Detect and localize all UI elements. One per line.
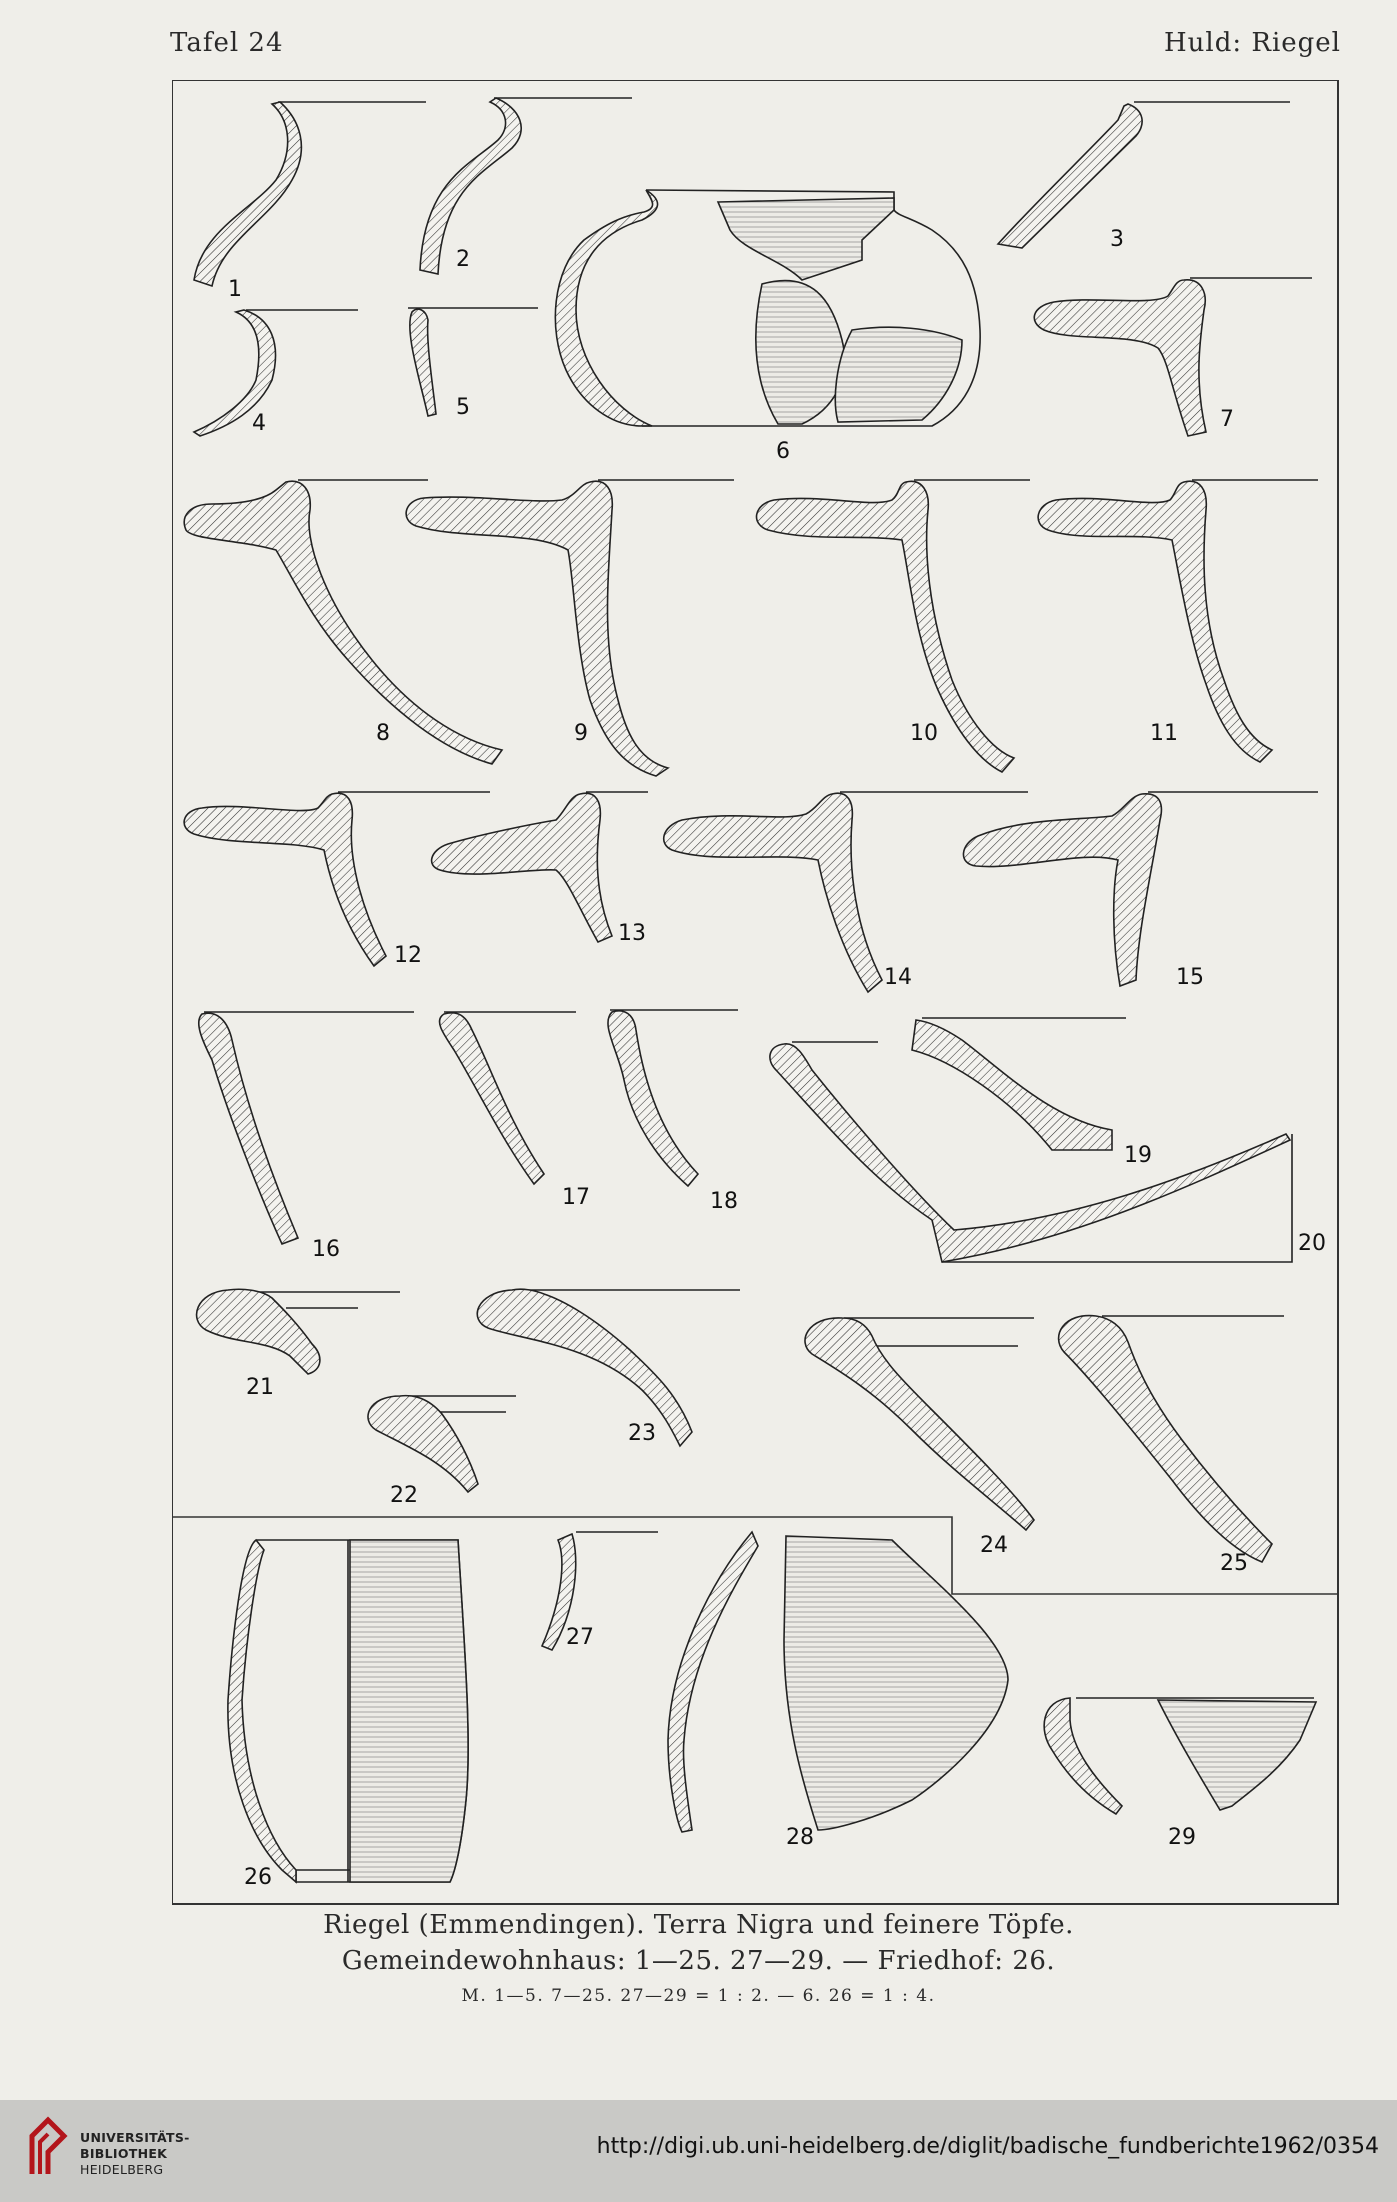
sherd-21 (197, 1289, 400, 1374)
sherd-24 (805, 1318, 1034, 1530)
label-11: 11 (1150, 721, 1178, 746)
sherd-15 (963, 792, 1318, 986)
library-name-line-1: UNIVERSITÄTS- (80, 2130, 190, 2145)
permalink-url[interactable]: http://digi.ub.uni-heidelberg.de/diglit/badische_fundberichte1962/0354 (596, 2134, 1379, 2159)
library-name-line-3: HEIDELBERG (80, 2162, 164, 2177)
label-8: 8 (376, 721, 390, 746)
plate-number: Tafel 24 (170, 28, 284, 58)
sherd-11 (1038, 480, 1318, 762)
section-divider (172, 1517, 1338, 1594)
caption-line-1: Riegel (Emmendingen). Terra Nigra und feinere Töpfe. (323, 1910, 1074, 1940)
label-13: 13 (618, 921, 646, 946)
label-10: 10 (910, 721, 938, 746)
viewer-footer (0, 2100, 1397, 2202)
label-20: 20 (1298, 1231, 1326, 1256)
label-12: 12 (394, 943, 422, 968)
label-23: 23 (628, 1421, 656, 1446)
vessel-6 (555, 190, 980, 426)
label-4: 4 (252, 411, 266, 436)
sherd-19 (912, 1018, 1126, 1150)
sherd-23 (477, 1289, 740, 1446)
sherd-22 (368, 1396, 516, 1492)
label-25: 25 (1220, 1551, 1248, 1576)
caption-scale-line: M. 1—5. 7—25. 27—29 = 1 : 2. — 6. 26 = 1 : 4. (461, 1986, 936, 2006)
label-22: 22 (390, 1483, 418, 1508)
sherd-18 (608, 1010, 738, 1186)
sherd-27 (542, 1532, 658, 1650)
label-9: 9 (574, 721, 588, 746)
sherd-1 (194, 102, 426, 286)
sherd-25 (1059, 1316, 1284, 1562)
sherd-2 (420, 98, 632, 274)
sherd-28 (668, 1532, 1008, 1832)
sherd-29 (1044, 1698, 1316, 1814)
label-21: 21 (246, 1375, 274, 1400)
university-library-logo-icon[interactable] (26, 2114, 70, 2182)
sherd-13 (432, 792, 648, 942)
label-18: 18 (710, 1189, 738, 1214)
label-3: 3 (1110, 227, 1124, 252)
pottery-plate-illustration (172, 80, 1340, 1906)
label-26: 26 (244, 1865, 272, 1890)
sherd-3 (998, 102, 1290, 248)
label-24: 24 (980, 1533, 1008, 1558)
sherd-17 (439, 1012, 576, 1184)
label-16: 16 (312, 1237, 340, 1262)
sherd-4 (194, 310, 358, 436)
sherd-7 (1034, 278, 1312, 436)
label-17: 17 (562, 1185, 590, 1210)
label-6: 6 (776, 439, 790, 464)
label-27: 27 (566, 1625, 594, 1650)
sherd-10 (757, 480, 1030, 772)
label-29: 29 (1168, 1825, 1196, 1850)
label-2: 2 (456, 247, 470, 272)
caption-line-2: Gemeindewohnhaus: 1—25. 27—29. — Friedhof: 26. (341, 1946, 1056, 1976)
label-14: 14 (884, 965, 912, 990)
sherd-5 (408, 308, 538, 416)
sherd-20 (770, 1042, 1292, 1262)
sherd-16 (199, 1012, 414, 1244)
library-name-line-2: BIBLIOTHEK (80, 2146, 168, 2161)
label-5: 5 (456, 395, 470, 420)
running-title: Huld: Riegel (1163, 28, 1341, 58)
sherd-12 (184, 792, 490, 966)
label-1: 1 (228, 277, 242, 302)
label-28: 28 (786, 1825, 814, 1850)
vessel-26 (228, 1540, 468, 1882)
label-15: 15 (1176, 965, 1204, 990)
sherd-14 (664, 792, 1028, 992)
label-19: 19 (1124, 1143, 1152, 1168)
label-7: 7 (1220, 407, 1234, 432)
